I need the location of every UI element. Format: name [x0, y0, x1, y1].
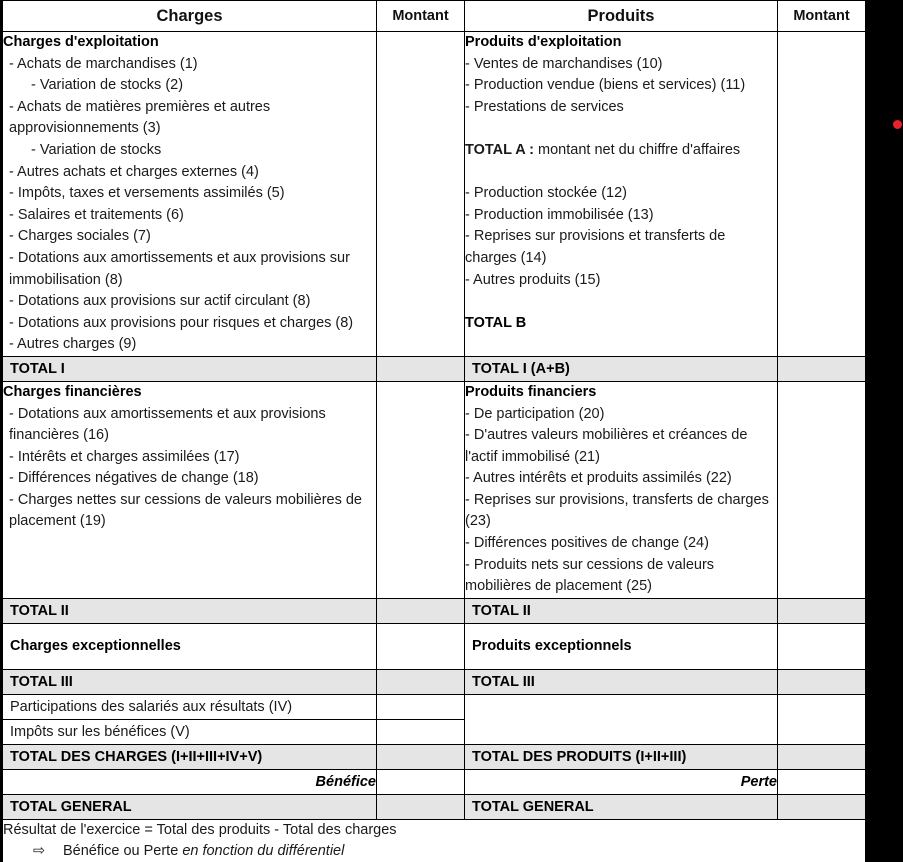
participations-row [3, 694, 866, 719]
spacer [465, 118, 777, 140]
montant-cell-charges-exploitation[interactable] [377, 32, 465, 357]
table-body [3, 32, 866, 862]
produits-line: - Produits nets sur cessions de valeurs mobilières de placement (25) [465, 556, 715, 595]
footnote-line-1: Résultat de l'exercice = Total des produits - Total des charges [3, 821, 397, 838]
charges-line: - Impôts, taxes et versements assimilés (5) [9, 185, 285, 202]
produits-blank-cell [465, 694, 778, 744]
financial-block-row [3, 381, 866, 598]
produits-line: - Ventes de marchandises (10) [465, 55, 663, 72]
montant-cell-impots[interactable] [377, 719, 465, 744]
charges-line: - Charges sociales (7) [9, 228, 151, 245]
charges-line: - Autres charges (9) [9, 336, 137, 353]
produits-line: - Reprises sur provisions, transferts de charges (23) [465, 491, 769, 530]
charges-line: - Variation de stocks [31, 141, 162, 158]
total-general-produits-label: TOTAL GENERAL [465, 794, 778, 819]
produits-line: - Prestations de services [465, 98, 624, 115]
total-i-produits-montant[interactable] [778, 356, 866, 381]
right-arrow-icon: ⇨ [33, 842, 46, 859]
footnote-cell [3, 819, 866, 862]
charges-line: - Différences négatives de change (18) [9, 470, 259, 487]
produits-line: - Production stockée (12) [465, 185, 627, 202]
produits-line: - De participation (20) [465, 405, 605, 422]
column-header-charges: Charges [3, 1, 377, 32]
column-header-montant-produits: Montant [778, 1, 866, 32]
produits-line: - Différences positives de change (24) [465, 535, 709, 552]
total-a-text: montant net du chiffre d'affaires [534, 141, 741, 158]
montant-cell-charges-exceptionnelles[interactable] [377, 623, 465, 669]
operating-block-row [3, 32, 866, 357]
total-general-produits-montant[interactable] [778, 794, 866, 819]
total-ii-produits-label: TOTAL II [465, 598, 778, 623]
produits-line: - Reprises sur provisions et transferts de charges (14) [465, 228, 726, 266]
exceptional-block-row [3, 623, 866, 669]
spacer [465, 291, 777, 313]
total-general-charges-label: TOTAL GENERAL [3, 794, 377, 819]
charges-line: - Salaires et traitements (6) [9, 206, 184, 223]
total-general-charges-montant[interactable] [377, 794, 465, 819]
charges-line: - Variation de stocks (2) [31, 77, 184, 94]
total-i-produits-label: TOTAL I (A+B) [465, 356, 778, 381]
charges-line: - Charges nettes sur cessions de valeurs mobilières de placement (19) [9, 491, 362, 530]
total-i-charges-montant[interactable] [377, 356, 465, 381]
footnote-row [3, 819, 866, 862]
produits-financiers-title: Produits financiers [465, 383, 597, 400]
produits-line: - Production immobilisée (13) [465, 206, 654, 223]
charges-line: - Achats de matières premières et autres approvisionnements (3) [9, 98, 271, 137]
total-i-charges-label: TOTAL I [3, 356, 377, 381]
total-iii-produits-montant[interactable] [778, 669, 866, 694]
charges-financieres-title: Charges financières [3, 383, 142, 400]
montant-cell-produits-blank[interactable] [778, 694, 866, 744]
charges-exploitation-panel [3, 32, 377, 357]
produits-line: - Autres intérêts et produits assimilés (22) [465, 470, 732, 487]
charges-exploitation-title: Charges d'exploitation [3, 34, 159, 50]
total-des-charges-montant[interactable] [377, 744, 465, 769]
total-des-produits-montant[interactable] [778, 744, 866, 769]
montant-cell-produits-financiers[interactable] [778, 381, 866, 598]
montant-cell-perte[interactable] [778, 769, 866, 794]
montant-cell-benefice[interactable] [377, 769, 465, 794]
income-statement-table [2, 0, 866, 862]
total-ii-produits-montant[interactable] [778, 598, 866, 623]
total-general-row [3, 794, 866, 819]
charges-line: - Autres achats et charges externes (4) [9, 163, 259, 180]
total-iii-charges-label: TOTAL III [3, 669, 377, 694]
montant-cell-participations[interactable] [377, 694, 465, 719]
charges-financieres-panel [3, 381, 377, 598]
produits-line: - Autres produits (15) [465, 271, 601, 288]
total-a-line [465, 140, 777, 162]
footnote-line-2 [3, 841, 865, 862]
column-header-montant-charges: Montant [377, 1, 465, 32]
table-header [3, 1, 866, 32]
red-marker-dot [893, 120, 902, 129]
total-b-label: TOTAL B [465, 314, 527, 331]
impots-label: Impôts sur les bénéfices (V) [3, 719, 377, 744]
montant-cell-charges-financieres[interactable] [377, 381, 465, 598]
total-ii-charges-label: TOTAL II [3, 598, 377, 623]
grand-subtotal-row [3, 744, 866, 769]
charges-line: - Dotations aux amortissements et aux provisions sur immobilisation (8) [9, 249, 350, 288]
charges-exceptionnelles-label: Charges exceptionnelles [3, 623, 377, 669]
total-ii-row [3, 598, 866, 623]
produits-line: - D'autres valeurs mobilières et créances de l'actif immobilisé (21) [465, 427, 748, 465]
column-header-produits: Produits [465, 1, 778, 32]
charges-line: - Dotations aux provisions pour risques et charges (8) [9, 314, 354, 331]
produits-financiers-panel [465, 381, 778, 598]
header-row [3, 1, 866, 32]
benefice-label: Bénéfice [3, 769, 377, 794]
produits-line: - Production vendue (biens et services) (11) [465, 77, 746, 94]
participations-label: Participations des salariés aux résultats (IV) [3, 694, 377, 719]
footnote-line-2-italic: en fonction du différentiel [182, 842, 345, 859]
benefice-perte-row [3, 769, 866, 794]
spacer [465, 162, 777, 184]
total-des-charges-label: TOTAL DES CHARGES (I+II+III+IV+V) [3, 744, 377, 769]
total-a-label: TOTAL A : [465, 141, 535, 158]
total-des-produits-label: TOTAL DES PRODUITS (I+II+III) [465, 744, 778, 769]
produits-exploitation-title: Produits d'exploitation [465, 34, 622, 50]
total-iii-charges-montant[interactable] [377, 669, 465, 694]
total-i-row [3, 356, 866, 381]
total-iii-row [3, 669, 866, 694]
charges-line: - Achats de marchandises (1) [9, 55, 198, 72]
produits-exploitation-panel [465, 32, 778, 357]
perte-label: Perte [465, 769, 778, 794]
charges-line: - Intérêts et charges assimilées (17) [9, 448, 240, 465]
total-iii-produits-label: TOTAL III [465, 669, 778, 694]
footnote-line-2-plain: Bénéfice ou Perte [63, 842, 183, 859]
total-ii-charges-montant[interactable] [377, 598, 465, 623]
charges-line: - Dotations aux provisions sur actif circulant (8) [9, 293, 311, 310]
charges-line: - Dotations aux amortissements et aux provisions financières (16) [9, 405, 326, 444]
montant-cell-produits-exploitation[interactable] [778, 32, 866, 357]
montant-cell-produits-exceptionnels[interactable] [778, 623, 866, 669]
produits-exceptionnels-label: Produits exceptionnels [465, 623, 778, 669]
